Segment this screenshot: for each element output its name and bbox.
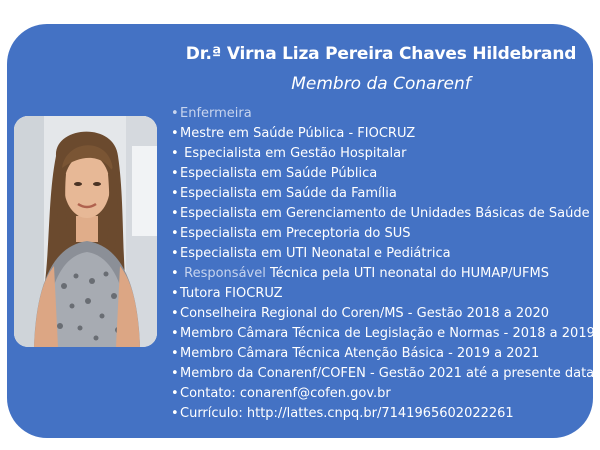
list-item: • Responsável Técnica pela UTI neonatal do HUMAP/UFMS: [171, 266, 549, 281]
list-item-contact: •Contato: conarenf@cofen.gov.br: [171, 386, 391, 401]
list-item: •Membro da Conarenf/COFEN - Gestão 2021 até a presente data: [171, 366, 595, 381]
portrait-illustration: [14, 116, 157, 347]
list-item: •Especialista em Preceptoria do SUS: [171, 226, 411, 241]
list-item: •Especialista em Saúde da Família: [171, 186, 397, 201]
list-item: •Especialista em Saúde Pública: [171, 166, 378, 181]
list-item: • Especialista em Gestão Hospitalar: [171, 146, 407, 161]
list-item-curriculum: •Currículo: http://lattes.cnpq.br/7141965602022261: [171, 406, 514, 421]
list-item: •Enfermeira: [171, 106, 252, 121]
portrait-photo: [14, 116, 157, 347]
list-item: •Membro Câmara Técnica Atenção Básica - 2019 a 2021: [171, 346, 540, 361]
list-item: •Membro Câmara Técnica de Legislação e Normas - 2018 a 2019: [171, 326, 595, 341]
profile-name: Dr.ª Virna Liza Pereira Chaves Hildebrand: [185, 44, 577, 64]
list-item: •Mestre em Saúde Pública - FIOCRUZ: [171, 126, 416, 141]
credentials-list: [171, 104, 595, 424]
list-item: •Conselheira Regional do Coren/MS - Gestão 2018 a 2020: [171, 306, 550, 321]
profile-role: Membro da Conarenf: [291, 74, 471, 94]
list-item: •Tutora FIOCRUZ: [171, 286, 283, 301]
list-item: •Especialista em Gerenciamento de Unidades Básicas de Saúde: [171, 206, 590, 221]
list-item: •Especialista em UTI Neonatal e Pediátrica: [171, 246, 451, 261]
